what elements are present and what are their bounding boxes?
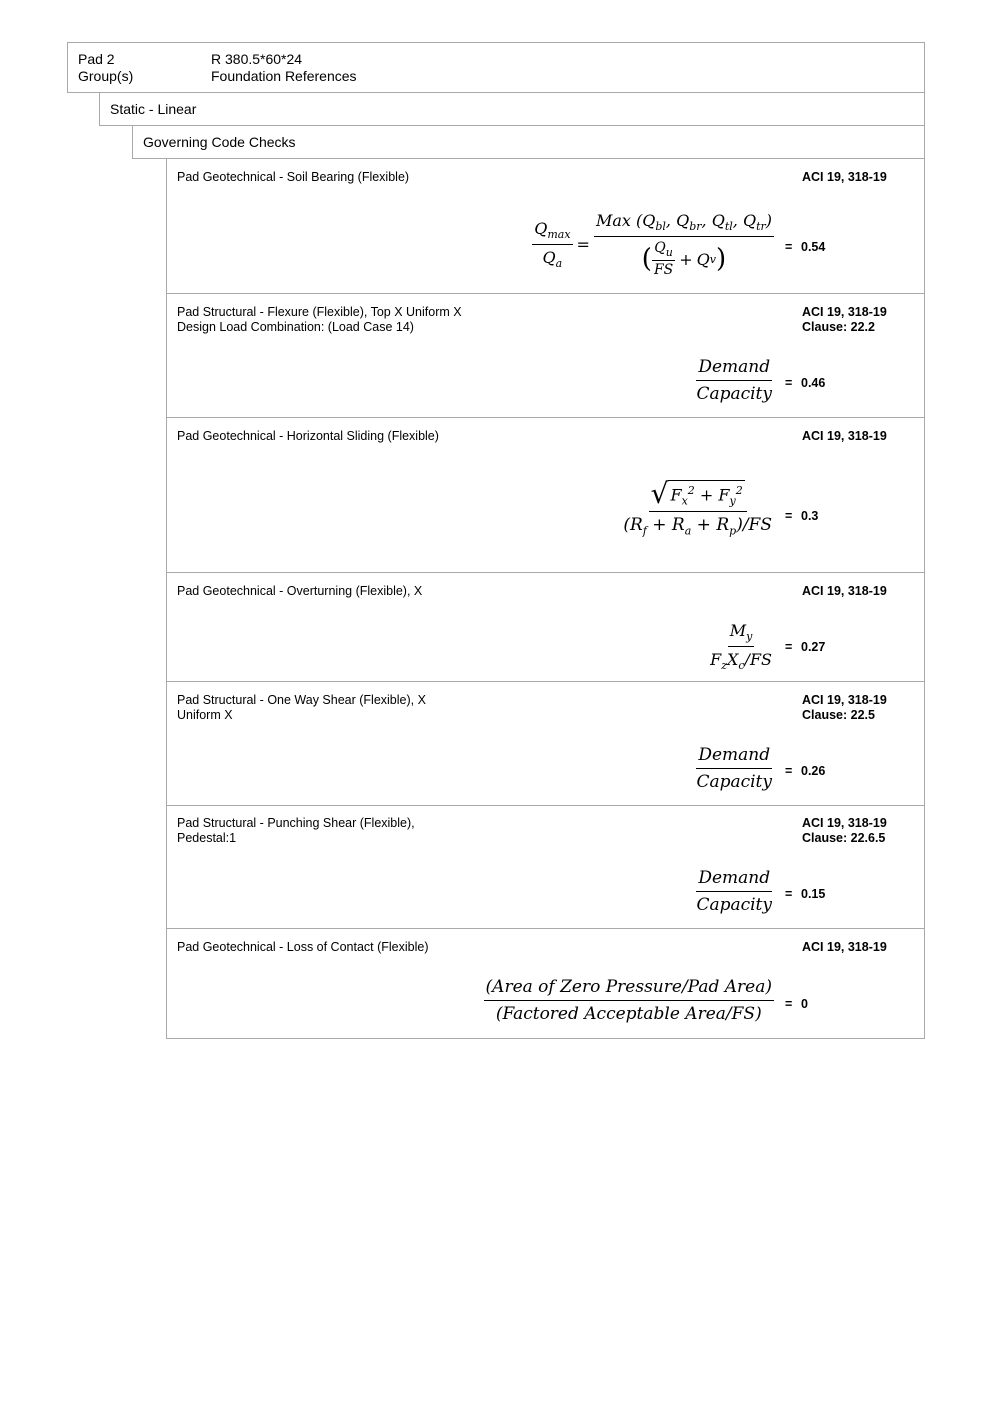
check-title: Pad Geotechnical - Loss of Contact (Flexible) — [177, 940, 429, 954]
overturning-formula: $\frac{M_y}{F_zX_c/FS}$ — [710, 621, 772, 673]
pad-name: Pad 2 — [78, 51, 115, 67]
check-result: 0.27 — [801, 640, 826, 654]
check-code: ACI 19, 318-19 — [802, 693, 887, 707]
check-clause: Clause: 22.6.5 — [802, 831, 886, 845]
header-box — [67, 42, 925, 93]
section-title: Static - Linear — [110, 101, 197, 117]
check-one-way-shear — [166, 681, 925, 806]
check-loss-of-contact — [166, 928, 925, 1039]
check-title: Pad Structural - Punching Shear (Flexible), — [177, 816, 415, 830]
equals: = — [785, 887, 793, 901]
demand-capacity-formula — [694, 357, 774, 404]
check-result: 0.26 — [801, 764, 826, 778]
equals: = — [785, 764, 793, 778]
demand-capacity-formula — [694, 745, 774, 792]
group-label: Group(s) — [78, 68, 134, 84]
check-overturning — [166, 572, 925, 682]
loss-denominator: (Factored Acceptable Area/FS) — [495, 1004, 762, 1024]
demand-label: Demand — [696, 357, 772, 381]
capacity-label: Capacity — [696, 384, 772, 404]
check-clause: Clause: 22.5 — [802, 708, 875, 722]
demand-capacity-formula — [694, 868, 774, 915]
check-code: ACI 19, 318-19 — [802, 170, 887, 184]
check-code: ACI 19, 318-19 — [802, 584, 887, 598]
check-subtitle: Uniform X — [177, 708, 233, 722]
equals: = — [785, 240, 793, 254]
check-result: 0 — [801, 997, 808, 1011]
check-title: Pad Geotechnical - Overturning (Flexible), X — [177, 584, 423, 598]
section-box — [99, 92, 925, 126]
capacity-label: Capacity — [696, 895, 772, 915]
check-result: 0.15 — [801, 887, 826, 901]
demand-label: Demand — [696, 745, 772, 769]
check-code: ACI 19, 318-19 — [802, 940, 887, 954]
capacity-label: Capacity — [696, 772, 772, 792]
equals: = — [785, 997, 793, 1011]
check-result: 0.46 — [801, 376, 826, 390]
loss-of-contact-formula — [484, 977, 774, 1024]
equals: = — [785, 640, 793, 654]
soil-bearing-formula — [532, 211, 774, 278]
pad-dimension: R 380.5*60*24 — [211, 51, 303, 67]
check-subtitle: Pedestal:1 — [177, 831, 237, 845]
check-subtitle: Design Load Combination: (Load Case 14) — [177, 320, 414, 334]
subsection-title: Governing Code Checks — [143, 134, 296, 150]
equals: = — [785, 376, 793, 390]
sliding-formula: √ $F_x^2 + F_y^2$ $(R_f + R_a + R_p)/FS$ — [623, 477, 772, 538]
foundation-references: Foundation References — [211, 68, 357, 84]
check-code: ACI 19, 318-19 — [802, 429, 887, 443]
loss-numerator: (Area of Zero Pressure/Pad Area) — [484, 977, 774, 1001]
qmax-over-qa: $\frac{Q_{max}}{Q_a}$ — [534, 218, 571, 271]
check-title: Pad Geotechnical - Soil Bearing (Flexible) — [177, 170, 410, 184]
check-title: Pad Structural - One Way Shear (Flexible), X — [177, 693, 426, 707]
max-q-fraction: Max ($Q_{bl}$, $Q_{br}$, $Q_{tl}$, $Q_{tr}$) ( $\frac{Q_u}{FS}$ + Q v ) — [595, 211, 772, 278]
check-horizontal-sliding — [166, 417, 925, 573]
check-title: Pad Geotechnical - Horizontal Sliding (Flexible) — [177, 429, 439, 443]
equals: = — [785, 509, 793, 523]
check-code: ACI 19, 318-19 — [802, 816, 887, 830]
equals-sign: = — [576, 234, 590, 254]
check-result: 0.3 — [801, 509, 819, 523]
check-punching-shear — [166, 805, 925, 929]
check-flexure — [166, 293, 925, 418]
check-result: 0.54 — [801, 240, 826, 254]
check-clause: Clause: 22.2 — [802, 320, 875, 334]
check-soil-bearing — [166, 158, 925, 294]
check-title: Pad Structural - Flexure (Flexible), Top X Uniform X — [177, 305, 462, 319]
check-code: ACI 19, 318-19 — [802, 305, 887, 319]
demand-label: Demand — [696, 868, 772, 892]
